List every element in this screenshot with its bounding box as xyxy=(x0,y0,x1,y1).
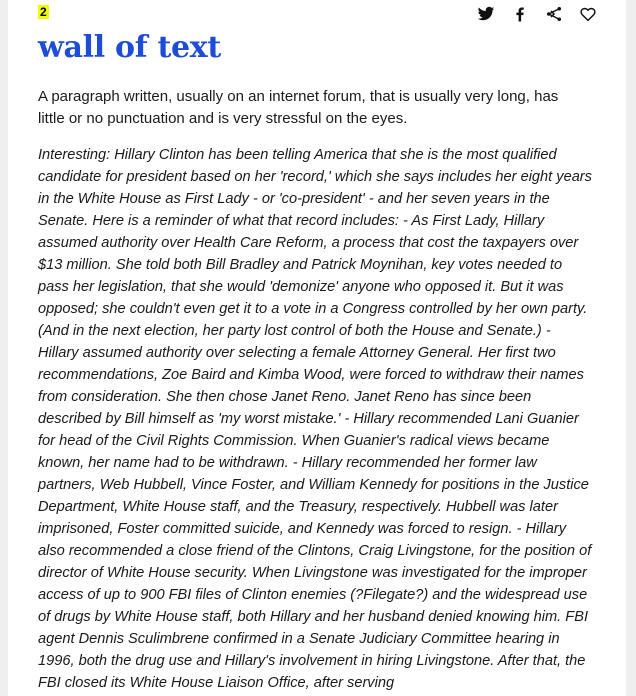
example-text: Interesting: Hillary Clinton has been telling America that she is the most qualified candidate for president based on her 'record,' which she says includes her eight years in the White House as First Lady - or 'co-president' - and her seven years in the Senate. Here is a reminder of what that record includes: - As First Lady, Hillary assumed authority over Health Care Reform, a process that cost the taxpayers over $13 million. She told both Bill Bradley and Patrick Moynihan, key votes needed to pass her legislation, that she would 'demonize' anyone who opposed it. But it was opposed; she couldn't even get it to a vote in a Congress controlled by her own party. (And in the next election, her party lost control of both the House and Senate.) - Hillary assumed authority over selecting a female Attorney General. Her first two recommendations, Zoe Baird and Kimba Wood, were forced to withdraw their names from consideration. She then chose Janet Reno. Janet Reno has since been described by Bill himself as 'my worst mistake.' - Hillary recommended Lani Guanier for head of the Civil Rights Commission. When Guanier's radical views became known, her name had to be withdrawn. - Hillary recommended her former law partners, Web Hubbell, Vince Foster, and William Kennedy for positions in the Justice Department, White House staff, and the Treasury, respectively. Hubbell was later imprisoned, Foster committed suicide, and Kennedy was forced to resign. - Hillary also recommended a close friend of the Clintons, Craig Livingstone, for the position of director of White House security. When Livingstone was investigated for the improper access of up to 900 FBI files of Clinton enemies (?Filegate?) and the widespread use of drugs by White House staff, both Hillary and her husband denied knowing him. FBI agent Dennis Sculimbrene confirmed in a Senate Judiciary Committee hearing in 1996, both the drug use and Hillary's involvement in hiring Livingstone. After that, the FBI closed its White House Liaison Office, after serving xyxy=(38,147,592,691)
twitter-icon[interactable] xyxy=(476,4,496,24)
facebook-icon[interactable] xyxy=(510,4,530,24)
heart-icon[interactable] xyxy=(578,4,598,24)
share-icon[interactable] xyxy=(544,4,564,24)
rank-badge: 2 xyxy=(40,5,47,19)
word-title-link[interactable]: wall of text xyxy=(38,30,221,65)
definition-text: A paragraph written, usually on an internet forum, that is usually very long, has little or no punctuation and is very stressful on the eyes. xyxy=(38,88,559,127)
definition-card xyxy=(8,0,626,696)
share-actions xyxy=(476,4,598,24)
